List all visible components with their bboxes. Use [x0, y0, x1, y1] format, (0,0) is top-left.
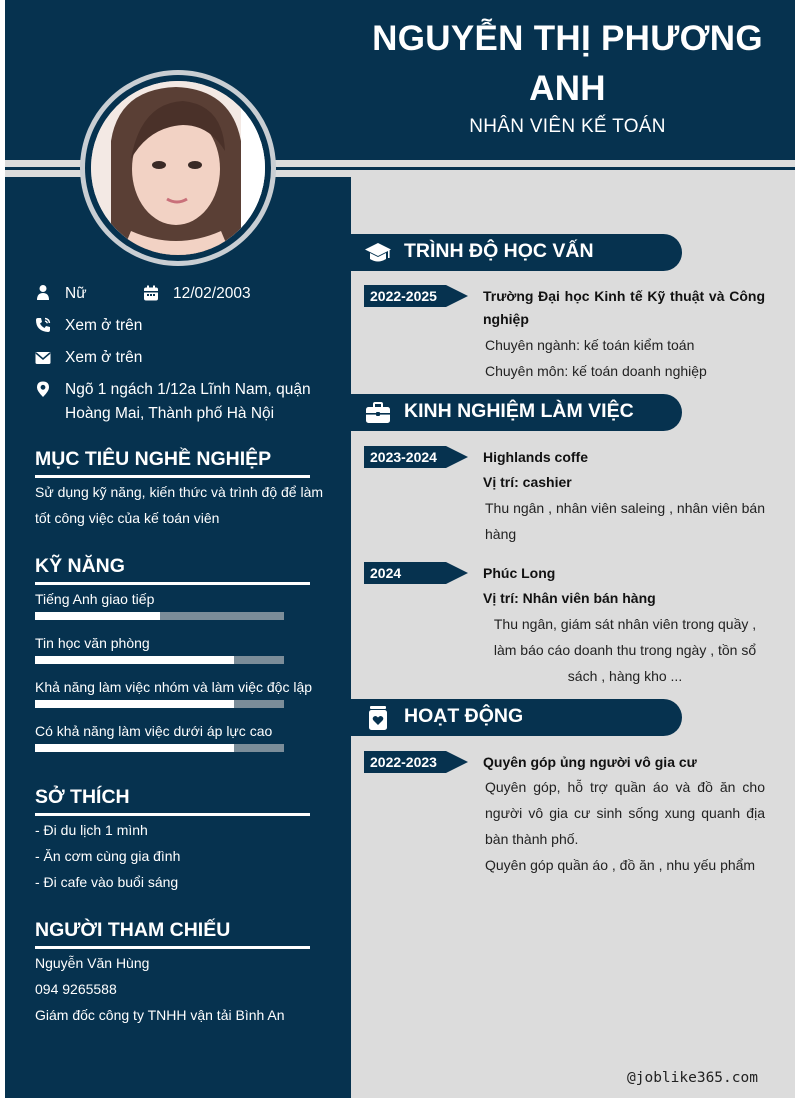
- experience-title: KINH NGHIỆM LÀM VIỆC: [404, 400, 634, 422]
- date-tag: [364, 446, 468, 468]
- skill-label: Có khả năng làm việc dưới áp lực cao: [35, 723, 273, 739]
- experience-section-header: [351, 394, 682, 431]
- calendar-icon: [143, 285, 159, 301]
- avatar: [80, 70, 276, 266]
- skill-bar-fill: [35, 612, 160, 620]
- date-tag: [364, 285, 468, 307]
- skill-label: Tin học văn phòng: [35, 635, 150, 651]
- hobbies-title: SỞ THÍCH: [35, 786, 130, 808]
- candidate-name: NGUYỄN THỊ PHƯƠNG ANH: [372, 19, 763, 108]
- location-icon: [35, 381, 51, 397]
- skill-bar-fill: [35, 656, 234, 664]
- skill-label: Tiếng Anh giao tiếp: [35, 591, 155, 607]
- company-name: Phúc Long: [483, 565, 556, 581]
- hobbies-rule: [35, 813, 310, 816]
- skills-rule: [35, 582, 310, 585]
- skills-title: KỸ NĂNG: [35, 555, 125, 577]
- school-name: Trường Đại học Kinh tế Kỹ thuật và Công nghiệp: [483, 288, 765, 327]
- education-title: TRÌNH ĐỘ HỌC VẤN: [404, 240, 594, 262]
- phone-icon: [35, 317, 51, 333]
- date-label: 2022-2023: [370, 754, 437, 770]
- heart-jar-icon: [365, 705, 391, 731]
- references-title: NGƯỜI THAM CHIẾU: [35, 919, 231, 941]
- activities-title: HOẠT ĐỘNG: [404, 705, 524, 727]
- birthdate: 12/02/2003: [173, 285, 251, 302]
- briefcase-icon: [365, 400, 391, 426]
- education-section-header: [351, 234, 682, 271]
- gender: Nữ: [65, 285, 87, 302]
- date-tag: [364, 751, 468, 773]
- date-tag: [364, 562, 468, 584]
- activity-detail: Quyên góp quần áo , đồ ăn , nhu yếu phẩm: [485, 857, 756, 873]
- job-position: Vị trí: Nhân viên bán hàng: [483, 590, 656, 606]
- references-rule: [35, 946, 310, 949]
- hobby-item: - Đi du lịch 1 mình: [35, 822, 148, 838]
- hobby-item: - Ăn cơm cùng gia đình: [35, 848, 181, 864]
- phone: Xem ở trên: [65, 317, 143, 334]
- activity-description: Quyên góp, hỗ trợ quần áo và đồ ăn cho người vô gia cư sinh sống xung quanh địa bàn thành phố.: [485, 779, 765, 847]
- address: Ngõ 1 ngách 1/12a Lĩnh Nam, quận Hoàng Mai, Thành phố Hà Nội: [65, 381, 311, 422]
- user-icon: [35, 284, 51, 300]
- skill-bar: [35, 744, 284, 752]
- job-description: Thu ngân, giám sát nhân viên trong quầy , làm báo cáo doanh thu trong ngày , tồn sổ sách , hàng kho ...: [493, 616, 757, 684]
- date-label: 2022-2025: [370, 288, 437, 304]
- graduation-cap-icon: [365, 240, 391, 266]
- skill-bar: [35, 700, 284, 708]
- date-label: 2023-2024: [370, 449, 437, 465]
- job-description: Thu ngân , nhân viên saleing , nhân viên bán hàng: [485, 500, 765, 542]
- activity-name: Quyên góp ủng người vô gia cư: [483, 754, 697, 770]
- hobby-item: - Đi cafe vào buổi sáng: [35, 874, 179, 890]
- reference-phone: 094 9265588: [35, 981, 117, 997]
- activities-section-header: [351, 699, 682, 736]
- profile-photo: [91, 81, 265, 255]
- objective-title: MỤC TIÊU NGHỀ NGHIỆP: [35, 448, 272, 470]
- job-position: Vị trí: cashier: [483, 474, 572, 490]
- objective-rule: [35, 475, 310, 478]
- skill-bar: [35, 656, 284, 664]
- watermark: @joblike365.com: [627, 1070, 758, 1086]
- job-title: NHÂN VIÊN KẾ TOÁN: [469, 116, 666, 137]
- reference-position: Giám đốc công ty TNHH vận tải Bình An: [35, 1007, 285, 1023]
- reference-name: Nguyễn Văn Hùng: [35, 955, 150, 971]
- education-major: Chuyên ngành: kế toán kiểm toán: [485, 337, 695, 353]
- skill-label: Khả năng làm việc nhóm và làm việc độc lập: [35, 679, 313, 695]
- email: Xem ở trên: [65, 349, 143, 366]
- skill-bar-fill: [35, 744, 234, 752]
- company-name: Highlands coffe: [483, 449, 589, 465]
- education-specialty: Chuyên môn: kế toán doanh nghiệp: [485, 363, 707, 379]
- date-label: 2024: [370, 565, 402, 581]
- email-icon: [35, 350, 51, 366]
- skill-bar-fill: [35, 700, 234, 708]
- objective-text: Sử dụng kỹ năng, kiến thức và trình độ để làm tốt công việc của kế toán viên: [35, 484, 324, 526]
- cv-page: [5, 0, 795, 1098]
- skill-bar: [35, 612, 284, 620]
